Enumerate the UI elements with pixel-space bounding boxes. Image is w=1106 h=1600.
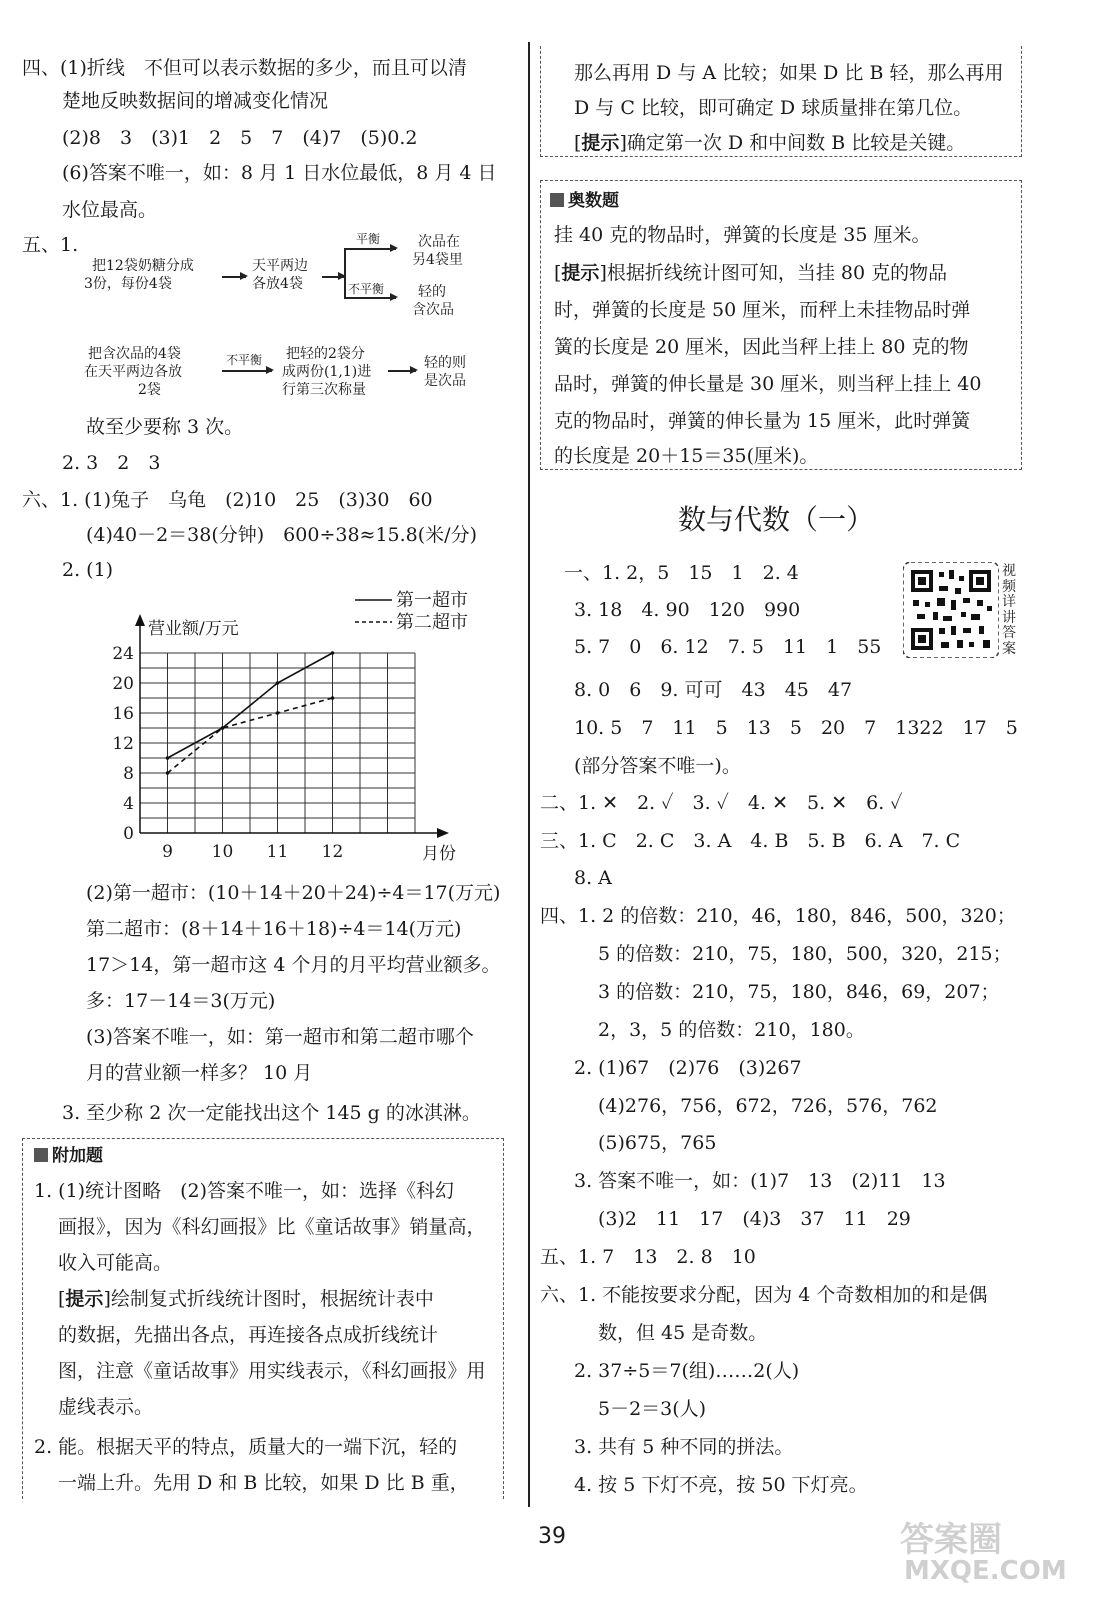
flow1-unbalance-a: 轻的 bbox=[418, 284, 446, 300]
r-s6-line5: 3. 共有 5 种不同的拼法。 bbox=[574, 1436, 794, 1458]
extra-line4-text: 绘制复式折线统计图时，根据统计表中 bbox=[110, 1288, 434, 1310]
series-1-point bbox=[166, 756, 170, 760]
flow1-unbalance-b: 含次品 bbox=[412, 302, 454, 318]
s5-label: 五、1. bbox=[22, 234, 79, 256]
extra-tip-tag: 提示 bbox=[65, 1288, 104, 1310]
s4-line2: 楚地反映数据间的增减变化情况 bbox=[62, 90, 329, 112]
s5-conclusion: 故至少要称 3 次。 bbox=[86, 416, 244, 438]
series-2-point bbox=[221, 726, 225, 730]
extra-line6: 图，注意《童话故事》用实线表示，《科幻画报》用 bbox=[58, 1360, 486, 1382]
r-s4-line9: (3)2 11 17 (4)3 37 11 29 bbox=[598, 1208, 911, 1230]
flow1-balance-a: 次品在 bbox=[418, 234, 460, 250]
olympiad-heading-text: 奥数题 bbox=[568, 191, 619, 211]
r-s1-line2: 3. 18 4. 90 120 990 bbox=[574, 599, 801, 621]
series-1-point bbox=[276, 681, 280, 685]
flow2-mid-b: 成两份(1,1)进 bbox=[282, 364, 372, 380]
r-s1-line3: 5. 7 0 6. 12 7. 5 11 1 55 bbox=[574, 636, 882, 658]
flow1-balance-b: 另4袋里 bbox=[412, 252, 463, 268]
flow1-branch bbox=[344, 248, 346, 298]
heading-icon bbox=[550, 193, 564, 207]
extra-line1: 1. (1)统计图略 (2)答案不唯一，如：选择《科幻 bbox=[34, 1180, 454, 1202]
s6-after6: 月的营业额一样多？ 10 月 bbox=[86, 1062, 313, 1084]
page-number: 39 bbox=[538, 1524, 566, 1549]
chart-ylabel: 营业额/万元 bbox=[148, 619, 239, 639]
s6-after1: (2)第一超市：(10＋14＋20＋24)÷4＝17(万元) bbox=[86, 882, 501, 904]
s4-line4: (6)答案不唯一，如：8 月 1 日水位最低，8 月 4 日 bbox=[62, 162, 497, 184]
line-chart bbox=[70, 588, 520, 873]
s6-after4: 多：17－14＝3(万元) bbox=[86, 990, 276, 1012]
cont-line3: [提示]确定第一次 D 和中间数 B 比较是关键。 bbox=[574, 132, 966, 154]
column-divider bbox=[528, 42, 530, 1507]
r-s1-line5: 10. 5 7 11 5 13 5 20 7 1322 17 5 bbox=[574, 717, 1018, 739]
r-s6-line2: 数，但 45 是奇数。 bbox=[598, 1322, 768, 1344]
x-tick-label: 9 bbox=[162, 842, 173, 862]
r-s3-line2: 8. A bbox=[574, 867, 612, 889]
flow1-start-b: 3份，每份4袋 bbox=[84, 276, 172, 292]
r-s4-line1: 四、1. 2 的倍数：210，46，180，846，500，320； bbox=[540, 905, 1016, 927]
s4-line1: 四、(1)折线 不但可以表示数据的多少，而且可以清 bbox=[22, 57, 467, 79]
flow1-mid-a: 天平两边 bbox=[252, 258, 308, 274]
flow2-arrow-label: 不平衡 bbox=[226, 353, 263, 367]
flow1-start-a: 把12袋奶糖分成 bbox=[92, 258, 194, 274]
chart-grid bbox=[140, 653, 415, 833]
extra-line3: 收入可能高。 bbox=[58, 1252, 173, 1274]
s6-line1: 六、1. (1)兔子 乌龟 (2)10 25 (3)30 60 bbox=[22, 489, 433, 511]
extra-line2: 画报》，因为《科幻画报》比《童话故事》销量高， bbox=[58, 1216, 486, 1238]
flow2-start-b: 在天平两边各放 bbox=[84, 364, 182, 380]
olympiad-tip-tag: 提示 bbox=[561, 262, 600, 284]
olympiad-heading bbox=[550, 186, 619, 211]
r-s5: 五、1. 7 13 2. 8 10 bbox=[540, 1246, 756, 1268]
r-s1-line4: 8. 0 6 9. 可可 43 45 47 bbox=[574, 679, 853, 701]
flow1-arrow-balance bbox=[344, 248, 396, 250]
flow2-start-a: 把含次品的4袋 bbox=[88, 346, 181, 362]
extra-line9: 一端上升。先用 D 和 B 比较，如果 D 比 B 重， bbox=[58, 1472, 469, 1494]
s4-line5: 水位最高。 bbox=[62, 199, 158, 221]
y-tick-label: 8 bbox=[123, 764, 134, 784]
y-tick-label: 12 bbox=[112, 734, 134, 754]
r-s4-line2: 5 的倍数：210，75，180，500，320，215； bbox=[598, 943, 1012, 965]
s6-after2: 第二超市：(8＋14＋16＋18)÷4＝14(万元) bbox=[86, 918, 462, 940]
olympiad-line3: 时，弹簧的长度是 50 厘米，而秤上未挂物品时弹 bbox=[554, 299, 971, 321]
cont-line3-text: 确定第一次 D 和中间数 B 比较是关键。 bbox=[626, 132, 966, 154]
flow2-end-a: 轻的则 bbox=[424, 355, 466, 371]
s6-after3: 17＞14，第一超市这 4 个月的月平均营业额多。 bbox=[86, 954, 501, 976]
heading-icon bbox=[34, 1148, 48, 1162]
r-s4-line5: 2. (1)67 (2)76 (3)267 bbox=[574, 1057, 802, 1079]
qr-code[interactable] bbox=[903, 562, 999, 658]
extra-line7: 虚线表示。 bbox=[58, 1396, 154, 1418]
chart-xlabel: 月份 bbox=[422, 844, 456, 864]
flow2-arrow-1 bbox=[222, 370, 272, 372]
r-s3-line1: 三、1. C 2. C 3. A 4. B 5. B 6. A 7. C bbox=[540, 830, 961, 852]
r-s4-line4: 2，3，5 的倍数：210，180。 bbox=[598, 1019, 865, 1041]
r-s6-line4: 5－2＝3(人) bbox=[598, 1398, 707, 1420]
olympiad-line2-text: 根据折线统计图可知，当挂 80 克的物品 bbox=[606, 262, 948, 284]
cont-line2: D 与 C 比较，即可确定 D 球质量排在第几位。 bbox=[574, 97, 973, 119]
olympiad-line6: 克的物品时，弹簧的伸长量为 15 厘米，此时弹簧 bbox=[554, 410, 971, 432]
chart-ticks bbox=[112, 644, 343, 862]
qr-caption: 视频详讲答案 bbox=[1002, 563, 1016, 657]
flow1-unbalance-label: 不平衡 bbox=[348, 282, 385, 296]
y-tick-label: 0 bbox=[123, 824, 134, 844]
r-s4-line6: (4)276，756，672，726，576，762 bbox=[598, 1095, 938, 1117]
x-axis-arrow bbox=[437, 828, 449, 838]
extra-line4: [提示]绘制复式折线统计图时，根据统计表中 bbox=[58, 1288, 434, 1310]
chart-legend bbox=[355, 589, 468, 633]
r-s6-line3: 2. 37÷5＝7(组)……2(人) bbox=[574, 1360, 800, 1382]
s6-after5: (3)答案不唯一，如：第一超市和第二超市哪个 bbox=[86, 1026, 474, 1048]
extra-line5: 的数据，先描出各点，再连接各点成折线统计 bbox=[58, 1324, 439, 1346]
flow1-arrow-1 bbox=[222, 276, 246, 278]
chart-axes bbox=[135, 614, 449, 838]
y-tick-label: 20 bbox=[112, 674, 134, 694]
legend-label-2: 第二超市 bbox=[396, 612, 468, 633]
watermark-bottom: MXQE.COM bbox=[904, 1556, 1067, 1586]
watermark-top: 答案圈 bbox=[900, 1520, 1002, 1560]
flow1-arrow-2 bbox=[322, 276, 344, 278]
s4-line3: (2)8 3 (3)1 2 5 7 (4)7 (5)0.2 bbox=[62, 127, 418, 149]
s6-line3: 2. (1) bbox=[62, 559, 114, 581]
extra-heading-text: 附加题 bbox=[52, 1146, 103, 1166]
olympiad-line2: [提示]根据折线统计图可知，当挂 80 克的物品 bbox=[554, 262, 948, 284]
y-tick-label: 16 bbox=[112, 704, 134, 724]
flow1-mid-b: 各放4袋 bbox=[252, 276, 303, 292]
y-tick-label: 4 bbox=[123, 794, 134, 814]
cont-line1: 那么再用 D 与 A 比较；如果 D 比 B 轻，那么再用 bbox=[574, 62, 1004, 84]
extra-line8: 2. 能。根据天平的特点，质量大的一端下沉，轻的 bbox=[34, 1436, 458, 1458]
series-2-point bbox=[331, 696, 335, 700]
r-s4-line8: 3. 答案不唯一，如：(1)7 13 (2)11 13 bbox=[574, 1170, 946, 1192]
s5-q2: 2. 3 2 3 bbox=[62, 452, 161, 474]
r-s6-line6: 4. 按 5 下灯不亮，按 50 下灯亮。 bbox=[574, 1474, 868, 1496]
x-tick-label: 10 bbox=[211, 842, 234, 862]
olympiad-line4: 簧的长度是 20 厘米，因此当秤上挂上 80 克的物 bbox=[554, 336, 969, 358]
series-2-point bbox=[276, 711, 280, 715]
series-2-point bbox=[166, 771, 170, 775]
section-title: 数与代数（一） bbox=[678, 503, 875, 536]
olympiad-line5: 品时，弹簧的伸长量是 30 厘米，则当秤上挂上 40 bbox=[554, 373, 982, 395]
x-tick-label: 11 bbox=[266, 842, 289, 862]
flow2-mid-a: 把轻的2袋分 bbox=[286, 346, 365, 362]
y-tick-label: 24 bbox=[112, 644, 134, 664]
x-tick-label: 12 bbox=[321, 842, 344, 862]
flow2-arrow-2 bbox=[388, 370, 416, 372]
olympiad-line7: 的长度是 20＋15＝35(厘米)。 bbox=[554, 445, 819, 467]
legend-label-1: 第一超市 bbox=[396, 590, 468, 611]
s6-line2: (4)40－2＝38(分钟) 600÷38≈15.8(米/分) bbox=[86, 524, 477, 546]
r-s1-line6: (部分答案不唯一)。 bbox=[574, 755, 741, 777]
flow2-mid-c: 行第三次称量 bbox=[282, 382, 366, 398]
olympiad-line1: 挂 40 克的物品时，弹簧的长度是 35 厘米。 bbox=[554, 224, 931, 246]
s6-q3: 3. 至少称 2 次一定能找出这个 145 g 的冰淇淋。 bbox=[62, 1102, 481, 1124]
cont-tip-tag: 提示 bbox=[581, 132, 620, 154]
r-s4-line3: 3 的倍数：210，75，180，846，69，207； bbox=[598, 981, 1000, 1003]
r-s1-line1: 一、1. 2，5 15 1 2. 4 bbox=[564, 562, 799, 584]
extra-heading bbox=[34, 1141, 103, 1166]
y-axis-arrow bbox=[135, 614, 145, 626]
series-1-point bbox=[331, 651, 335, 655]
r-s4-line7: (5)675，765 bbox=[598, 1132, 717, 1154]
flow1-balance-label: 平衡 bbox=[356, 232, 381, 246]
r-s2: 二、1. ✕ 2. ✓ 3. ✓ 4. ✕ 5. ✕ 6. ✓ bbox=[540, 792, 903, 814]
flow2-start-c: 2袋 bbox=[138, 382, 161, 398]
flow2-end-b: 是次品 bbox=[424, 373, 466, 389]
r-s6-line1: 六、1. 不能按要求分配，因为 4 个奇数相加的和是偶 bbox=[540, 1284, 988, 1306]
